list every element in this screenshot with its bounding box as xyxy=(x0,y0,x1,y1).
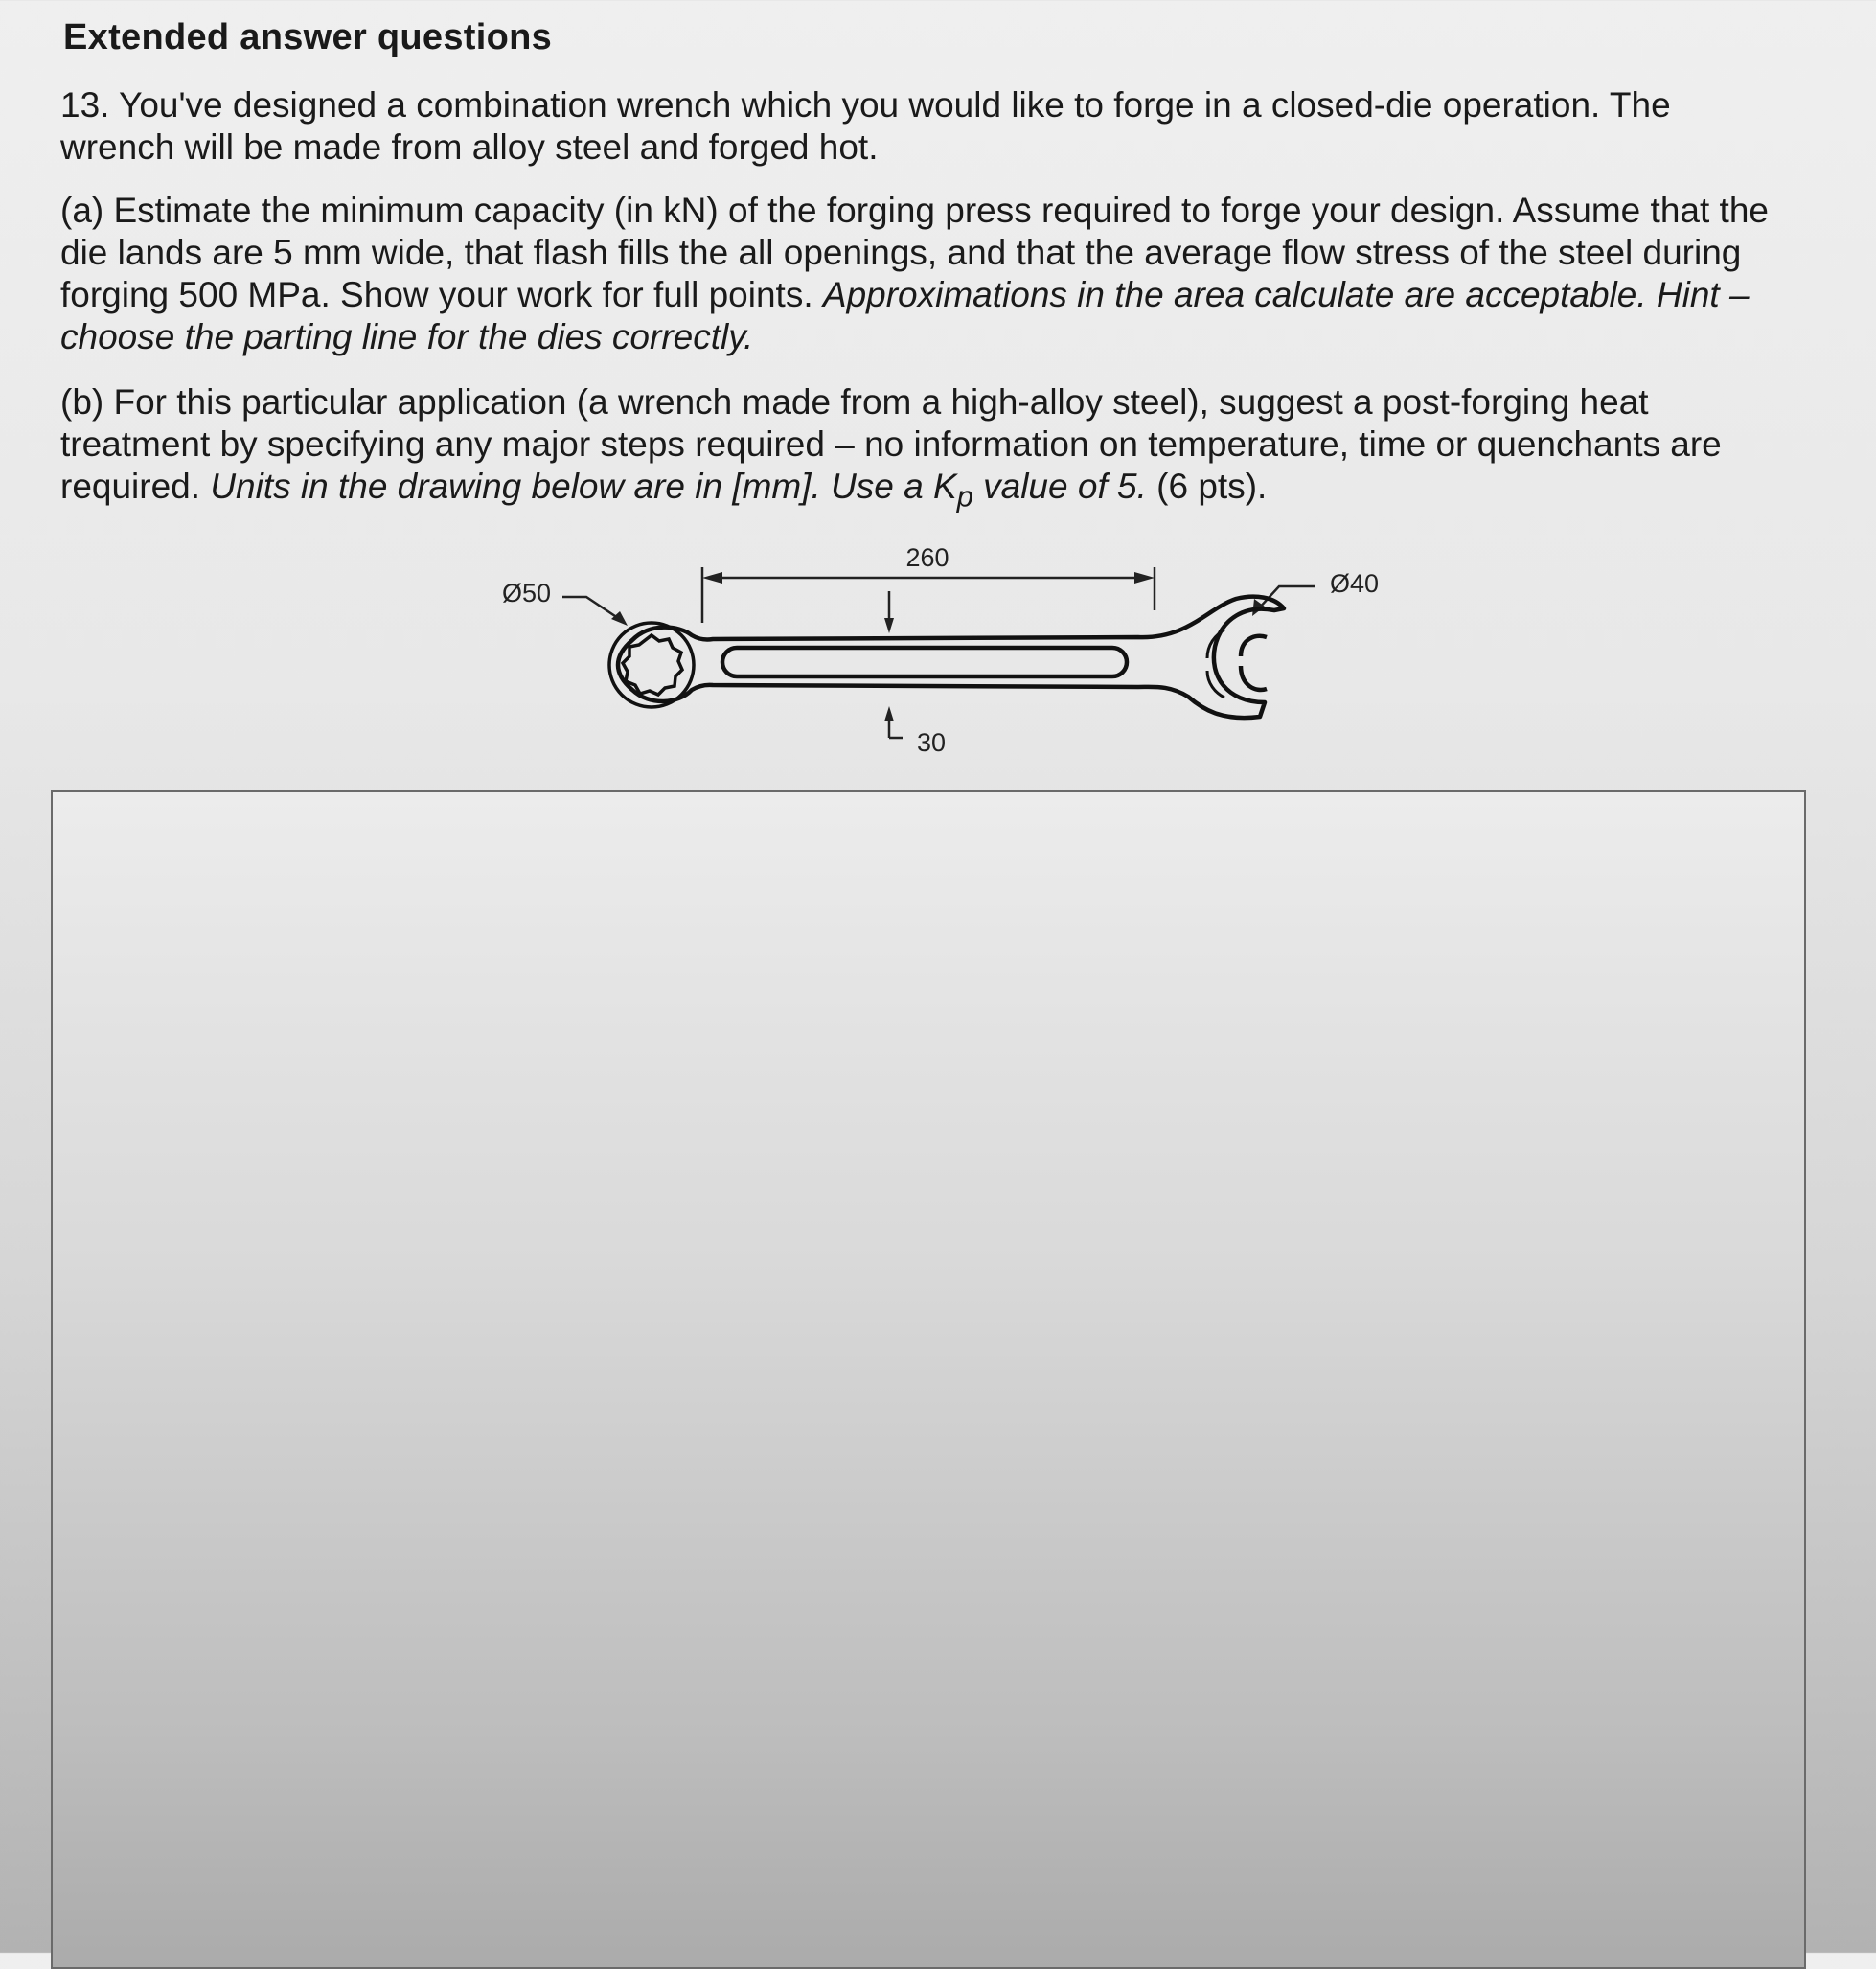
dimension-left-diameter xyxy=(502,579,628,626)
ring-end xyxy=(609,623,694,707)
dimension-length xyxy=(702,543,1155,623)
question-part-a xyxy=(60,190,1785,358)
question-part-b xyxy=(60,381,1785,517)
part-b-points: (6 pts). xyxy=(1146,467,1268,506)
answer-text-area[interactable] xyxy=(51,790,1806,1969)
part-a-text: (a) Estimate the minimum capacity (in kN) of the forging press required to forge your design. Assume that the die lands are 5 mm wide, that flash fills the all openings, and that the average flow stress of the steel during forging 500 MPa. Show your work for full points. xyxy=(60,191,1769,314)
dim-right-diameter-label: Ø40 xyxy=(1330,569,1380,598)
section-heading: Extended answer questions xyxy=(63,17,553,57)
question-intro: 13. You've designed a combination wrench which you would like to forge in a closed-die operation. The wrench will be made from alloy steel and forged hot. xyxy=(60,85,1671,167)
dim-left-diameter-label: Ø50 xyxy=(502,579,552,607)
wrench-outline xyxy=(618,597,1284,718)
dimension-width xyxy=(884,591,946,757)
dim-width-label: 30 xyxy=(916,728,947,757)
wrench-drawing xyxy=(479,532,1399,771)
part-a-hint: Approximations in the area calculate are acceptable. Hint – choose the parting line for the dies correctly. xyxy=(60,275,1750,356)
kp-subscript: p xyxy=(956,479,973,514)
part-b-text: (b) For this particular application (a wrench made from a high-alloy steel), suggest a post-forging heat treatment by specifying any major steps required – no information on temperature, time or quenchants are required. xyxy=(60,382,1722,506)
part-b-units-note: Units in the drawing below are in [mm]. Use a $K_p$ value of 5. xyxy=(210,467,1147,514)
dim-length-label: 260 xyxy=(905,543,949,572)
